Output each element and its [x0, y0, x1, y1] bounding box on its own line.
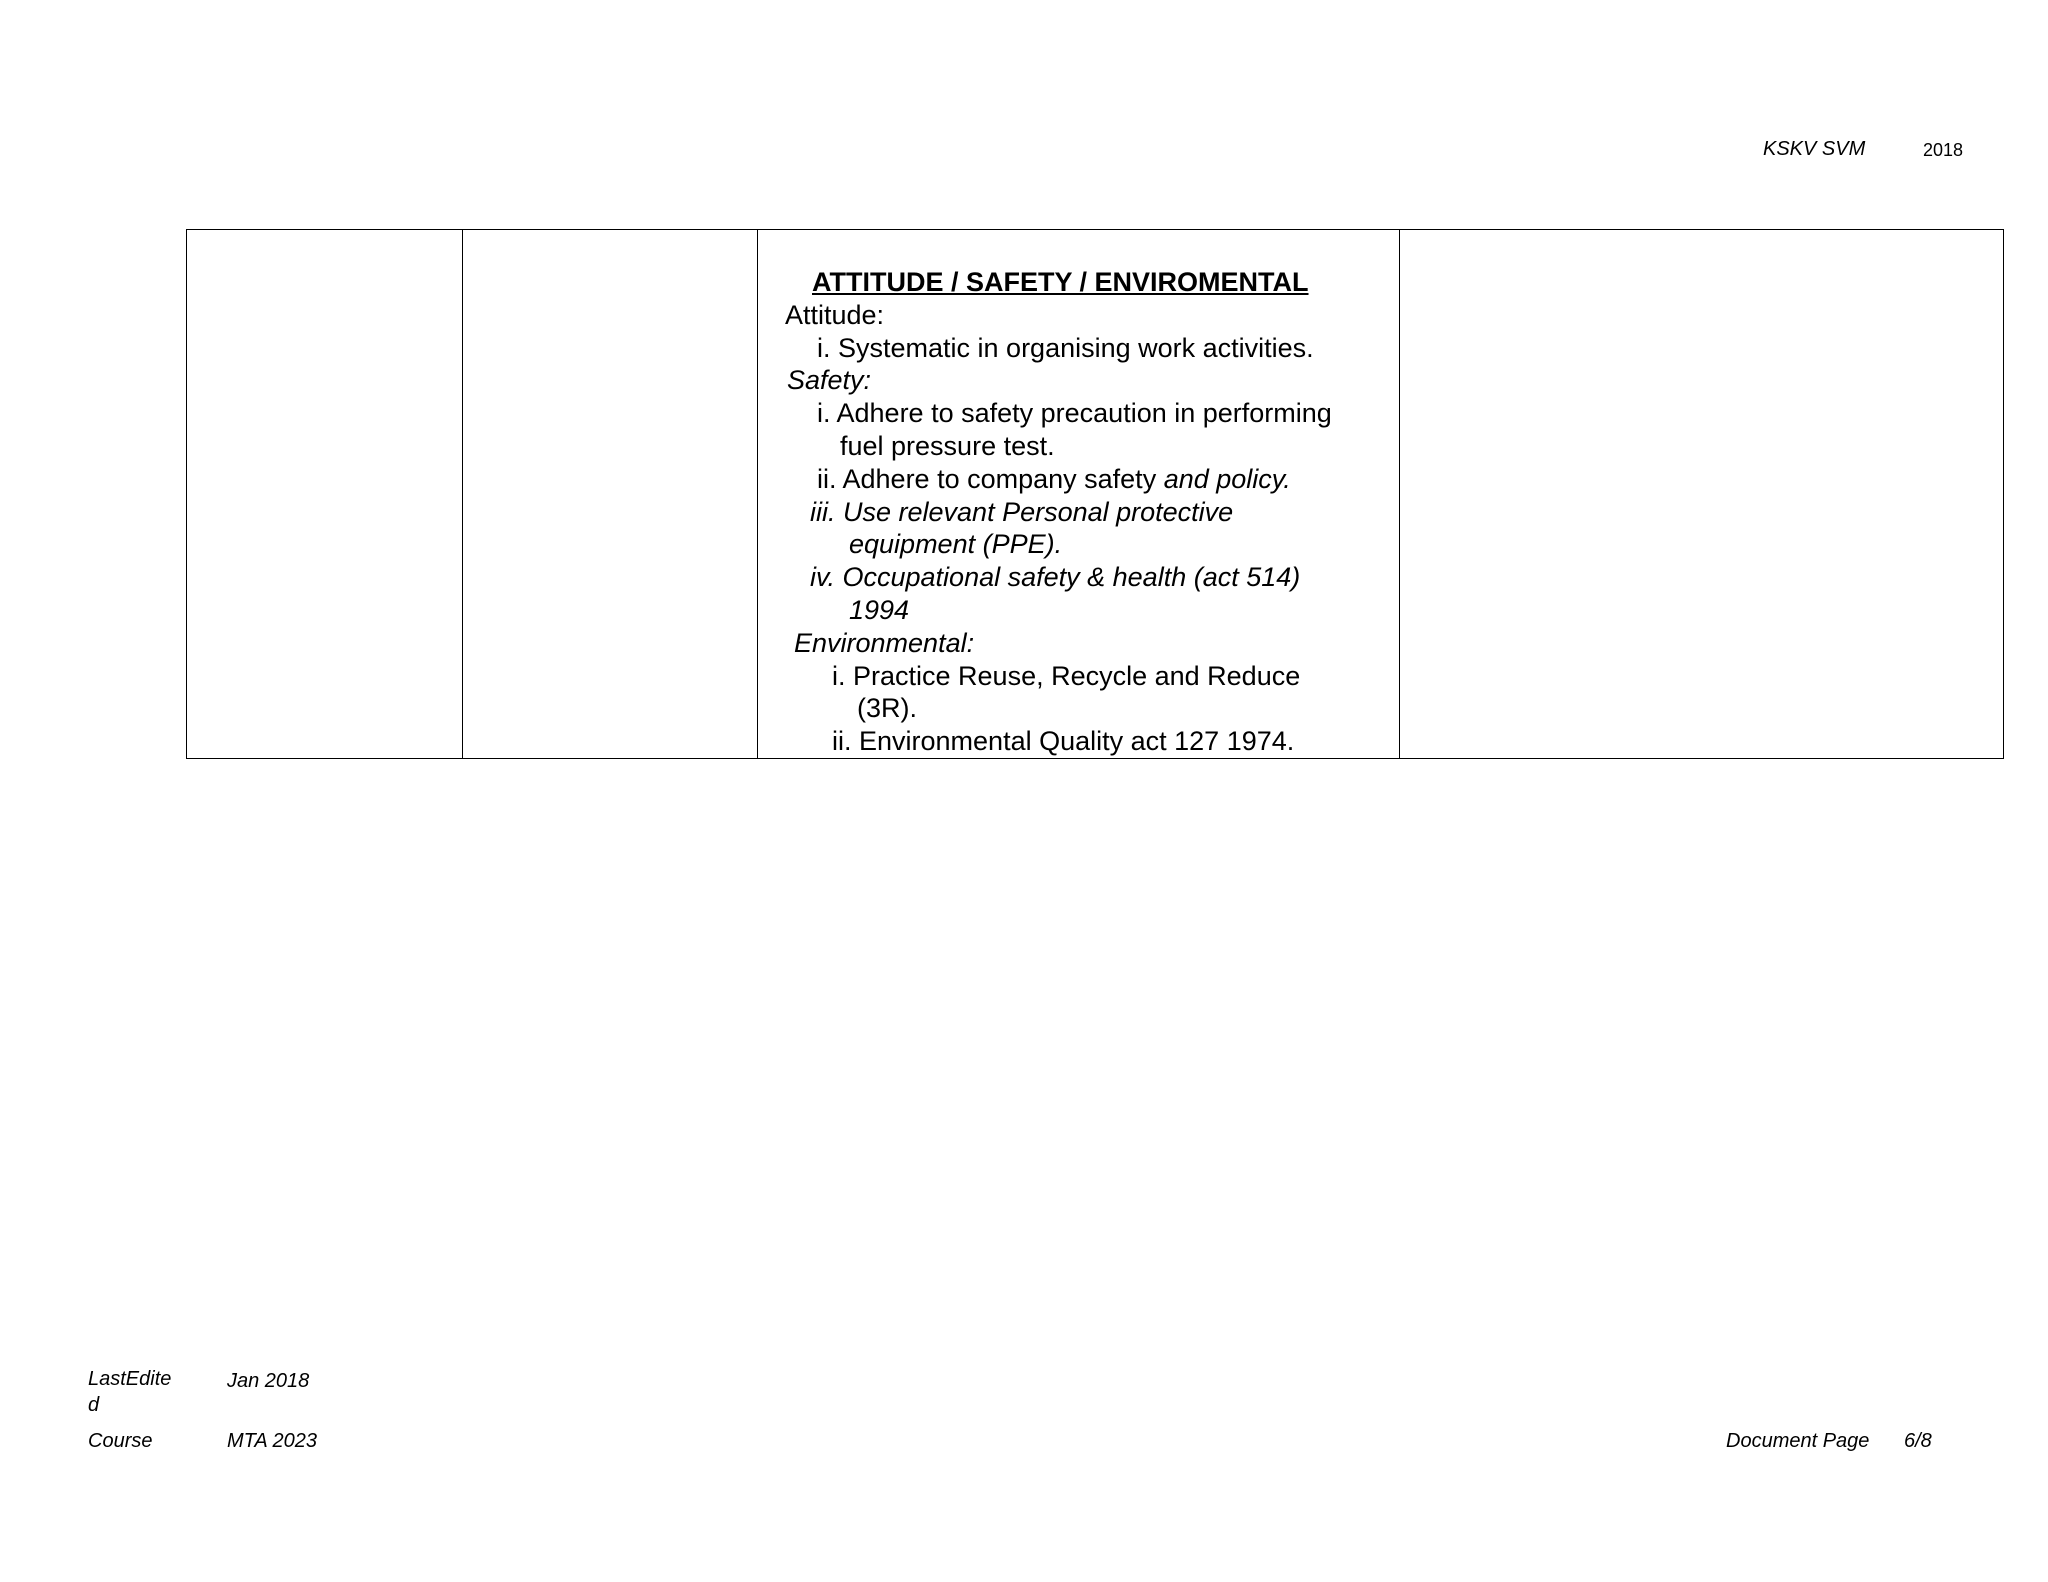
footer-page-number: 6/8 [1904, 1430, 1932, 1452]
content-table [186, 229, 2004, 759]
safety-item-2-italic: and policy. [1163, 463, 1291, 494]
safety-item-4: iv. Occupational safety & health (act 514) [810, 562, 1301, 593]
attitude-item-1: i. Systematic in organising work activities. [817, 332, 1314, 363]
footer-last-edited-label-line2: d [88, 1394, 100, 1416]
page-header-org: KSKV SVM [1763, 138, 1866, 160]
safety-item-1: i. Adhere to safety precaution in performing [817, 398, 1332, 429]
safety-item-1-continued: fuel pressure test. [840, 430, 1055, 461]
environmental-item-1-continued: (3R). [857, 693, 917, 724]
page-header-year: 2018 [1923, 140, 1964, 160]
attitude-safety-environment-cell [785, 266, 1425, 758]
section-title: ATTITUDE / SAFETY / ENVIROMENTAL [812, 267, 1309, 297]
safety-item-3: iii. Use relevant Personal protective [810, 496, 1234, 527]
environmental-item-1: i. Practice Reuse, Recycle and Reduce [832, 660, 1301, 691]
attitude-heading: Attitude: [785, 299, 885, 330]
footer-last-edited-value: Jan 2018 [227, 1370, 310, 1392]
environmental-heading: Environmental: [794, 627, 975, 658]
column-divider-2 [757, 230, 758, 758]
safety-heading: Safety: [787, 365, 872, 396]
footer-last-edited-label-line1: LastEdite [88, 1368, 172, 1390]
footer-page-label: Document Page [1726, 1430, 1870, 1452]
safety-item-3-continued: equipment (PPE). [849, 529, 1063, 560]
footer-last-edited-label [88, 1366, 171, 1418]
footer-course-value: MTA 2023 [227, 1430, 318, 1452]
safety-item-4-continued: 1994 [849, 594, 910, 625]
safety-item-2 [785, 463, 1425, 496]
environmental-item-2: ii. Environmental Quality act 127 1974. [832, 726, 1295, 757]
column-divider-1 [462, 230, 463, 758]
footer-course-label: Course [88, 1430, 153, 1452]
safety-item-2-text: ii. Adhere to company safety [817, 463, 1164, 494]
